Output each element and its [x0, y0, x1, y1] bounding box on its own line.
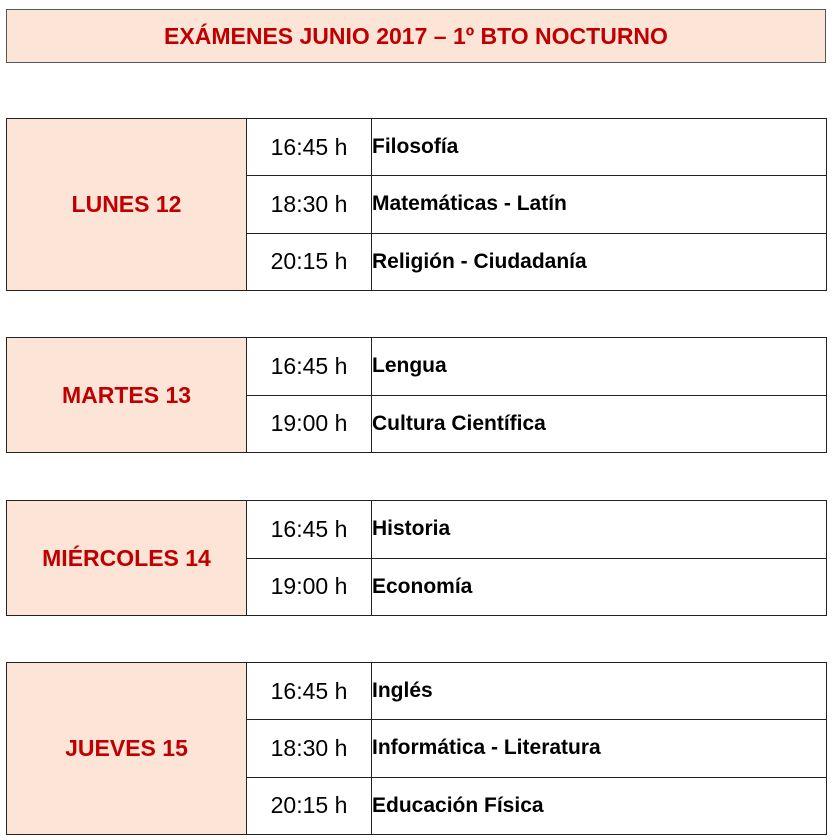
day-table-jueves: [6, 662, 827, 835]
exam-subject: Filosofía: [372, 119, 827, 176]
table-row: [7, 119, 827, 176]
table-row: [7, 338, 827, 396]
exam-time: 16:45 h: [247, 663, 372, 720]
exam-subject: Historia: [372, 501, 827, 559]
exam-subject: Informática - Literatura: [372, 720, 827, 777]
exam-subject: Economía: [372, 558, 827, 616]
day-table-lunes: [6, 118, 827, 291]
exam-subject: Cultura Científica: [372, 395, 827, 453]
day-label: MIÉRCOLES 14: [7, 501, 247, 616]
exam-time: 19:00 h: [247, 558, 372, 616]
exam-subject: Matemáticas - Latín: [372, 176, 827, 233]
exam-subject: Lengua: [372, 338, 827, 396]
exam-time: 18:30 h: [247, 720, 372, 777]
exam-subject: Inglés: [372, 663, 827, 720]
table-row: [7, 663, 827, 720]
exam-time: 16:45 h: [247, 338, 372, 396]
page-title: EXÁMENES JUNIO 2017 – 1º BTO NOCTURNO: [6, 9, 826, 63]
exam-subject: Religión - Ciudadanía: [372, 233, 827, 290]
exam-time: 20:15 h: [247, 777, 372, 834]
exam-time: 20:15 h: [247, 233, 372, 290]
day-label: MARTES 13: [7, 338, 247, 453]
day-table-miercoles: [6, 500, 827, 616]
exam-time: 19:00 h: [247, 395, 372, 453]
day-table-martes: [6, 337, 827, 453]
day-label: LUNES 12: [7, 119, 247, 291]
exam-time: 16:45 h: [247, 501, 372, 559]
table-row: [7, 501, 827, 559]
exam-subject: Educación Física: [372, 777, 827, 834]
exam-time: 16:45 h: [247, 119, 372, 176]
exam-time: 18:30 h: [247, 176, 372, 233]
day-label: JUEVES 15: [7, 663, 247, 835]
